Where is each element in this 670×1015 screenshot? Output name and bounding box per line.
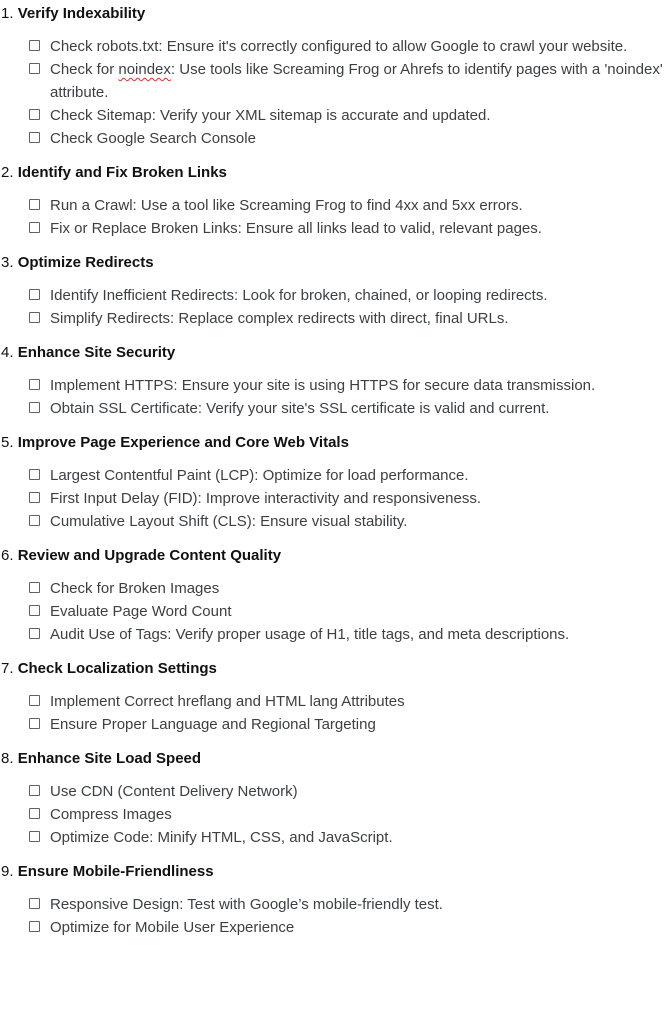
- checkbox[interactable]: [29, 40, 40, 51]
- checkbox[interactable]: [29, 898, 40, 909]
- checklist-item: [0, 803, 670, 826]
- section-number: 9.: [1, 863, 14, 880]
- section-heading: [0, 162, 670, 184]
- checklist-section: [0, 658, 670, 736]
- checklist-item: [0, 464, 670, 487]
- section-heading: [0, 545, 670, 567]
- checkbox[interactable]: [29, 289, 40, 300]
- item-text: Identify Inefficient Redirects: Look for broken, chained, or looping redirects.: [50, 287, 548, 304]
- item-text: Optimize Code: Minify HTML, CSS, and JavaScript.: [50, 829, 393, 846]
- checklist-item: [0, 58, 670, 104]
- checkbox[interactable]: [29, 831, 40, 842]
- checkbox[interactable]: [29, 492, 40, 503]
- checkbox[interactable]: [29, 469, 40, 480]
- section-number: 4.: [1, 344, 14, 361]
- checkbox[interactable]: [29, 718, 40, 729]
- checkbox[interactable]: [29, 695, 40, 706]
- item-text: Check Sitemap: Verify your XML sitemap is accurate and updated.: [50, 107, 491, 124]
- section-number: 8.: [1, 750, 14, 767]
- checkbox[interactable]: [29, 628, 40, 639]
- section-heading: [0, 432, 670, 454]
- section-number: 2.: [1, 164, 14, 181]
- checklist-items: [0, 374, 670, 420]
- item-text: Check for Broken Images: [50, 580, 220, 597]
- checklist-items: [0, 464, 670, 533]
- checkbox[interactable]: [29, 199, 40, 210]
- item-text: Use CDN (Content Delivery Network): [50, 783, 298, 800]
- checklist-section: [0, 3, 670, 150]
- item-text: Audit Use of Tags: Verify proper usage of H1, title tags, and meta descriptions.: [50, 626, 570, 643]
- item-text: Run a Crawl: Use a tool like Screaming Frog to find 4xx and 5xx errors.: [50, 197, 523, 214]
- checklist-item: [0, 284, 670, 307]
- section-title: Identify and Fix Broken Links: [17, 164, 227, 181]
- checkbox[interactable]: [29, 921, 40, 932]
- checklist-item: [0, 217, 670, 240]
- checklist-item: [0, 35, 670, 58]
- checklist-item: [0, 510, 670, 533]
- checklist-section: [0, 748, 670, 849]
- item-text: Fix or Replace Broken Links: Ensure all links lead to valid, relevant pages.: [50, 220, 542, 237]
- checklist-item: [0, 780, 670, 803]
- checkbox[interactable]: [29, 785, 40, 796]
- item-text: Optimize for Mobile User Experience: [50, 919, 295, 936]
- checklist-item: [0, 893, 670, 916]
- section-heading: [0, 748, 670, 770]
- section-title: Review and Upgrade Content Quality: [17, 547, 282, 564]
- checklist-section: [0, 342, 670, 420]
- checkbox[interactable]: [29, 582, 40, 593]
- item-text: Compress Images: [50, 806, 172, 823]
- item-text: Simplify Redirects: Replace complex redirects with direct, final URLs.: [50, 310, 509, 327]
- section-heading: [0, 658, 670, 680]
- section-number: 7.: [1, 660, 14, 677]
- checklist-item: [0, 916, 670, 939]
- checkbox[interactable]: [29, 132, 40, 143]
- section-heading: [0, 252, 670, 274]
- item-text: Check robots.txt: Ensure it's correctly configured to allow Google to crawl your website.: [50, 38, 628, 55]
- checklist-section: [0, 252, 670, 330]
- checklist-items: [0, 284, 670, 330]
- checkbox[interactable]: [29, 402, 40, 413]
- checkbox[interactable]: [29, 379, 40, 390]
- checklist-item: [0, 307, 670, 330]
- checklist-items: [0, 35, 670, 150]
- item-text: Cumulative Layout Shift (CLS): Ensure visual stability.: [50, 513, 408, 530]
- item-text: Evaluate Page Word Count: [50, 603, 232, 620]
- checklist-section: [0, 162, 670, 240]
- checklist-item: [0, 600, 670, 623]
- checklist-item: [0, 690, 670, 713]
- checklist-item: [0, 397, 670, 420]
- item-text: Check Google Search Console: [50, 130, 256, 147]
- checklist-items: [0, 780, 670, 849]
- checklist-items: [0, 577, 670, 646]
- item-text-prefix: Check for: [50, 61, 119, 78]
- item-text: Responsive Design: Test with Google’s mobile-friendly test.: [50, 896, 443, 913]
- item-text: Largest Contentful Paint (LCP): Optimize for load performance.: [50, 467, 469, 484]
- spellcheck-flagged-word[interactable]: noindex: [118, 61, 171, 78]
- checklist-item: [0, 713, 670, 736]
- section-number: 1.: [1, 5, 14, 22]
- section-heading: [0, 342, 670, 364]
- checklist-item: [0, 194, 670, 217]
- section-title: Ensure Mobile-Friendliness: [17, 863, 214, 880]
- checkbox[interactable]: [29, 515, 40, 526]
- checkbox[interactable]: [29, 109, 40, 120]
- checkbox[interactable]: [29, 63, 40, 74]
- checkbox[interactable]: [29, 808, 40, 819]
- checklist-item: [0, 127, 670, 150]
- item-text: Implement HTTPS: Ensure your site is using HTTPS for secure data transmission.: [50, 377, 596, 394]
- checklist-items: [0, 194, 670, 240]
- checklist-section: [0, 432, 670, 533]
- item-text-suffix: : Use tools like Screaming Frog or Ahrefs to identify pages with a 'noindex' attribute.: [50, 61, 663, 101]
- item-text: Implement Correct hreflang and HTML lang Attributes: [50, 693, 405, 710]
- checklist-items: [0, 690, 670, 736]
- checklist-item: [0, 487, 670, 510]
- checklist-item: [0, 374, 670, 397]
- section-title: Verify Indexability: [17, 5, 146, 22]
- section-heading: [0, 861, 670, 883]
- checklist-section: [0, 545, 670, 646]
- section-number: 5.: [1, 434, 14, 451]
- section-title: Enhance Site Load Speed: [17, 750, 202, 767]
- checklist-item: [0, 826, 670, 849]
- checkbox[interactable]: [29, 222, 40, 233]
- checkbox[interactable]: [29, 312, 40, 323]
- item-text: Ensure Proper Language and Regional Targeting: [50, 716, 376, 733]
- checklist-item: [0, 623, 670, 646]
- item-text: Obtain SSL Certificate: Verify your site's SSL certificate is valid and current.: [50, 400, 550, 417]
- section-number: 3.: [1, 254, 14, 271]
- section-title: Optimize Redirects: [17, 254, 154, 271]
- section-title: Improve Page Experience and Core Web Vitals: [17, 434, 349, 451]
- checklist-items: [0, 893, 670, 939]
- section-heading: [0, 3, 670, 25]
- section-title: Enhance Site Security: [17, 344, 176, 361]
- section-title: Check Localization Settings: [17, 660, 217, 677]
- section-number: 6.: [1, 547, 14, 564]
- checklist-section: [0, 861, 670, 939]
- checkbox[interactable]: [29, 605, 40, 616]
- checklist-item: [0, 577, 670, 600]
- item-text: First Input Delay (FID): Improve interactivity and responsiveness.: [50, 490, 481, 507]
- checklist-item: [0, 104, 670, 127]
